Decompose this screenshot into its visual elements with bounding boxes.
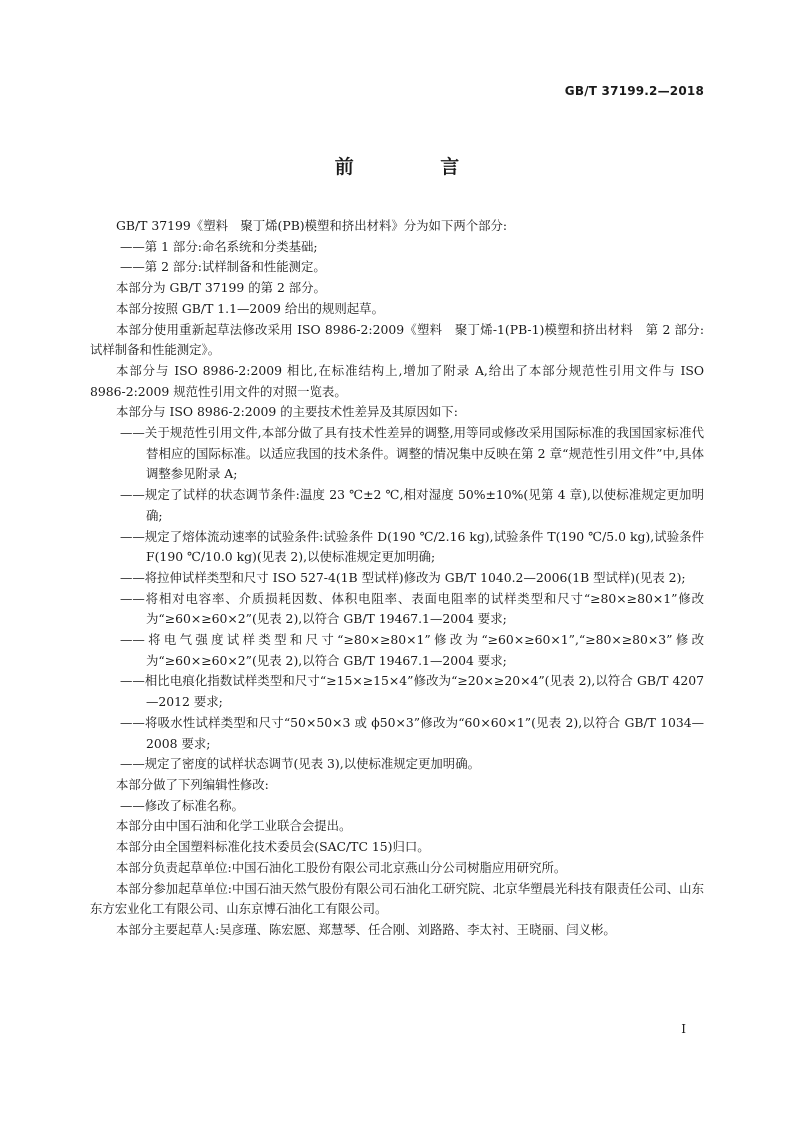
paragraph: GB/T 37199《塑料 聚丁烯(PB)模塑和挤出材料》分为如下两个部分: — [116, 218, 508, 233]
paragraph: 本部分负责起草单位:中国石油化工股份有限公司北京燕山分公司树脂应用研究所。 — [116, 859, 567, 875]
paragraph: 本部分按照 GB/T 1.1—2009 给出的规则起草。 — [116, 300, 384, 316]
list-item: ——规定了熔体流动速率的试验条件:试验条件 D(190 ℃/2.16 kg),试验条件 T(190 ℃/5.0 kg),试验条件 F(190 ℃/10.0 kg)(见表 2),以使标准规定更加明确; — [120, 528, 704, 565]
list-item: ——将吸水性试样类型和尺寸“50×50×3 或 ϕ50×3”修改为“60×60×1”(见表 2),以符合 GB/T 1034—2008 要求; — [120, 714, 704, 751]
paragraph: 本部分参加起草单位:中国石油天然气股份有限公司石油化工研究院、北京华塑晨光科技有限责任公司、山东东方宏业化工有限公司、山东京博石油化工有限公司。 — [90, 880, 704, 917]
page-number: I — [681, 1022, 686, 1036]
paragraph: 本部分与 ISO 8986-2:2009 的主要技术性差异及其原因如下: — [116, 404, 458, 420]
list-item: ——将相对电容率、介质损耗因数、体积电阻率、表面电阻率的试样类型和尺寸“≥80×≥80×1”修改为“≥60×≥60×2”(见表 2),以符合 GB/T 19467.1—2004 要求; — [120, 590, 704, 627]
paragraph: 本部分主要起草人:吴彦瑾、陈宏愿、郑慧琴、任合刚、刘路路、李太衬、王晓丽、闫义彬。 — [116, 921, 616, 937]
paragraph: 本部分为 GB/T 37199 的第 2 部分。 — [116, 280, 326, 296]
paragraph: 本部分与 ISO 8986-2:2009 相比,在标准结构上,增加了附录 A,给出了本部分规范性引用文件与 ISO 8986-2:2009 规范性引用文件的对照一览表。 — [90, 362, 704, 399]
paragraph: 本部分由全国塑料标准化技术委员会(SAC/TC 15)归口。 — [116, 839, 430, 855]
list-item: ——规定了密度的试样状态调节(见表 3),以使标准规定更加明确。 — [120, 756, 480, 772]
paragraph: 本部分使用重新起草法修改采用 ISO 8986-2:2009《塑料 聚丁烯-1(PB-1)模塑和挤出材料 第 2 部分:试样制备和性能测定》。 — [90, 321, 704, 358]
list-item: ——关于规范性引用文件,本部分做了具有技术性差异的调整,用等同或修改采用国际标准的我国国家标准代替相应的国际标准。以适应我国的技术条件。调整的情况集中反映在第 2 章“规范性引用文件”中,具体调整参见附录 A; — [120, 425, 704, 482]
list-item: ——第 2 部分:试样制备和性能测定。 — [120, 259, 326, 275]
list-item: ——修改了标准名称。 — [120, 797, 244, 813]
paragraph: 本部分由中国石油和化学工业联合会提出。 — [116, 818, 352, 834]
list-item: ——将拉伸试样类型和尺寸 ISO 527-4(1B 型试样)修改为 GB/T 1040.2—2006(1B 型试样)(见表 2); — [120, 569, 686, 585]
list-item: ——相比电痕化指数试样类型和尺寸“≥15×≥15×4”修改为“≥20×≥20×4”(见表 2),以符合 GB/T 4207—2012 要求; — [120, 673, 704, 710]
paragraph: 本部分做了下列编辑性修改: — [116, 776, 269, 792]
page-title: 前 言 — [334, 156, 500, 178]
standard-number: GB/T 37199.2—2018 — [564, 84, 704, 98]
list-item: ——将电气强度试样类型和尺寸“≥80×≥80×1”修改为“≥60×≥60×1”,“≥80×≥80×3”修改为“≥60×≥60×2”(见表 2),以符合 GB/T 19467.1—2004 要求; — [120, 632, 704, 668]
list-item: ——第 1 部分:命名系统和分类基础; — [120, 238, 318, 254]
document-body — [90, 216, 704, 941]
list-item: ——规定了试样的状态调节条件:温度 23 ℃±2 ℃,相对湿度 50%±10%(见第 4 章),以使标准规定更加明确; — [120, 487, 704, 523]
